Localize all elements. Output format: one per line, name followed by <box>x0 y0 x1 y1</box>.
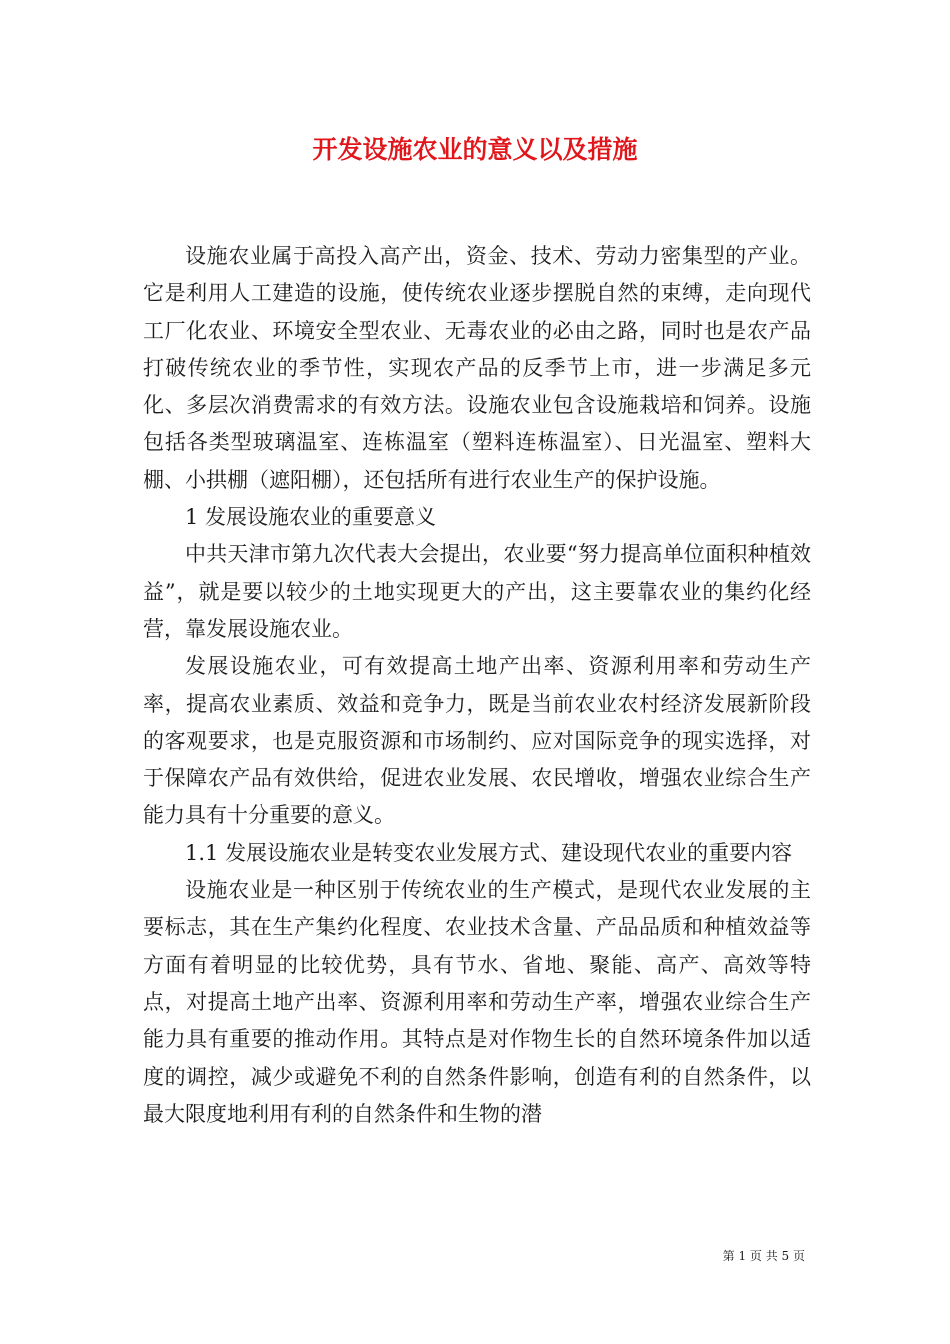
paragraph-intro: 设施农业属于高投入高产出，资金、技术、劳动力密集型的产业。它是利用人工建造的设施，使传统农业逐步摆脱自然的束缚，走向现代工厂化农业、环境安全型农业、无毒农业的必由之路，同时也是农产品打破传统农业的季节性，实现农产品的反季节上市，进一步满足多元化、多层次消费需求的有效方法。设施农业包含设施栽培和饲养。设施包括各类型玻璃温室、连栋温室（塑料连栋温室）、日光温室、塑料大棚、小拱棚（遮阳棚），还包括所有进行农业生产的保护设施。 <box>143 244 811 492</box>
paragraph-significance: 发展设施农业，可有效提高土地产出率、资源利用率和劳动生产率，提高农业素质、效益和竞争力，既是当前农业农村经济发展新阶段的客观要求，也是克服资源和市场制约、应对国际竞争的现实选择，对于保障农产品有效供给，促进农业发展、农民增收，增强农业综合生产能力具有十分重要的意义。 <box>143 654 811 828</box>
document-body <box>143 238 811 1133</box>
paragraph-tianjin-congress: 中共天津市第九次代表大会提出，农业要“努力提高单位面积种植效益”，就是要以较少的土地实现更大的产出，这主要靠农业的集约化经营，靠发展设施农业。 <box>143 542 811 641</box>
section-heading-1: 1 发展设施农业的重要意义 <box>185 505 437 530</box>
page-number: 第 1 页 共 5 页 <box>722 1249 805 1263</box>
paragraph-production-mode: 设施农业是一种区别于传统农业的生产模式，是现代农业发展的主要标志，其在生产集约化程度、农业技术含量、产品品质和种植效益等方面有着明显的比较优势，具有节水、省地、聚能、高产、高效等特点，对提高土地产出率、资源利用率和劳动生产率，增强农业综合生产能力具有重要的推动作用。其特点是对作物生长的自然环境条件加以适度的调控，减少或避免不利的自然条件影响，创造有利的自然条件，以最大限度地利用有利的自然条件和生物的潜 <box>143 878 811 1126</box>
document-title: 开发设施农业的意义以及措施 <box>312 135 638 164</box>
section-heading-1-1: 1.1 发展设施农业是转变农业发展方式、建设现代农业的重要内容 <box>185 840 793 865</box>
